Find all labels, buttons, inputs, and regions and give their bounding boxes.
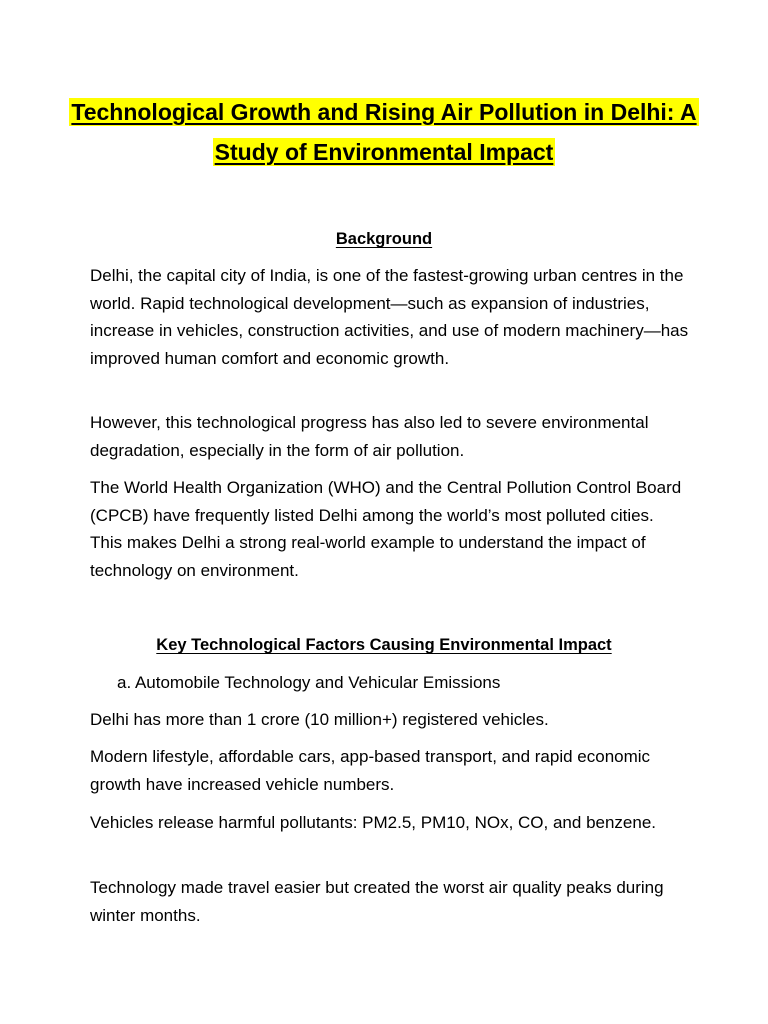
factors-paragraph-1: Delhi has more than 1 crore (10 million+) registered vehicles. — [90, 710, 549, 729]
background-paragraph-3: The World Health Organization (WHO) and the Central Pollution Control Board (CPCB) have frequently listed Delhi among the world’s most polluted cities. This makes Delhi a strong real-world example to understand the impact of technology on environment. — [90, 478, 682, 580]
document-title — [40, 92, 728, 172]
factors-paragraph-3: Vehicles release harmful pollutants: PM2.5, PM10, NOx, CO, and benzene. — [90, 813, 657, 832]
section-heading-key-factors-text: Key Technological Factors Causing Environmental Impact — [156, 636, 612, 654]
list-item-automobile: a. Automobile Technology and Vehicular Emissions — [117, 673, 501, 692]
section-heading-key-factors — [40, 635, 728, 655]
section-heading-background-text: Background — [335, 230, 433, 248]
background-paragraph-2: However, this technological progress has also led to severe environmental degradation, especially in the form of air pollution. — [90, 413, 649, 460]
section-heading-background — [40, 229, 728, 249]
document-title-text: Technological Growth and Rising Air Pollution in Delhi: A Study of Environmental Impact — [71, 99, 697, 165]
factors-paragraph-2: Modern lifestyle, affordable cars, app-based transport, and rapid economic growth have increased vehicle numbers. — [90, 747, 651, 794]
background-paragraph-1: Delhi, the capital city of India, is one of the fastest-growing urban centres in the world. Rapid technological development—such as expansion of industries, increase in vehicles, construction activities, and use of modern machinery—has improved human comfort and economic growth. — [90, 266, 689, 368]
factors-paragraph-4: Technology made travel easier but created the worst air quality peaks during winter months. — [90, 878, 664, 925]
